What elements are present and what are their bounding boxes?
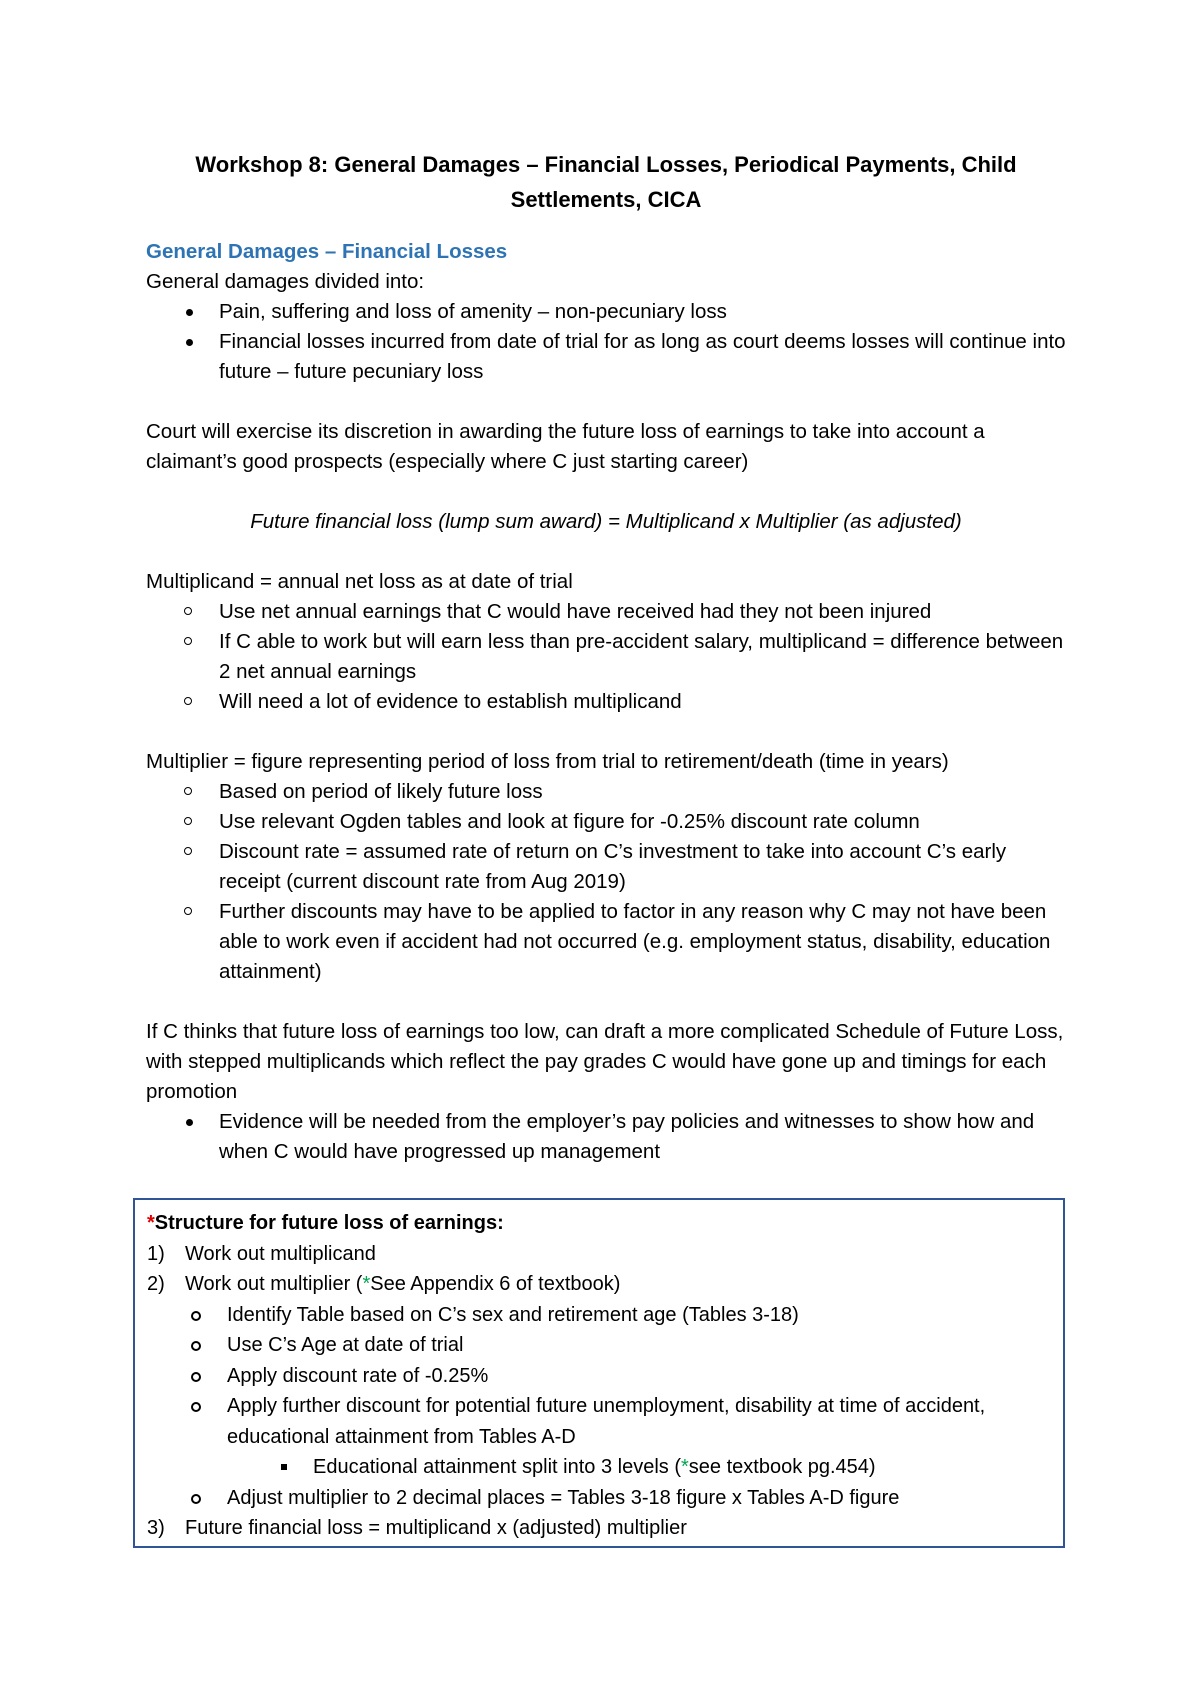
page-title bbox=[146, 147, 1066, 217]
multiplicand-list bbox=[146, 597, 1066, 717]
circle-bullet-icon bbox=[184, 697, 192, 705]
list-item: If C able to work but will earn less than pre-accident salary, multiplicand = difference between 2 net annual earnings bbox=[146, 627, 1066, 687]
sub-sub-step-item: Educational attainment split into 3 levels (*see textbook pg.454) bbox=[147, 1452, 1051, 1483]
list-item: Use net annual earnings that C would have received had they not been injured bbox=[146, 597, 1066, 627]
sub-step-item: Adjust multiplier to 2 decimal places = Tables 3-18 figure x Tables A-D figure bbox=[147, 1483, 1051, 1514]
circle-bullet-icon bbox=[191, 1494, 201, 1504]
document-page bbox=[146, 147, 1066, 1167]
circle-bullet-icon bbox=[184, 847, 192, 855]
step-item: 1) Work out multiplicand bbox=[147, 1242, 376, 1265]
schedule-paragraph: If C thinks that future loss of earnings too low, can draft a more complicated Schedule of Future Loss, with stepped multiplicands which reflect the pay grades C would have gone up and timings for each promotion bbox=[146, 1020, 1064, 1103]
box-heading: *Structure for future loss of earnings: bbox=[147, 1212, 504, 1234]
step-item: 3) Future financial loss = multiplicand x (adjusted) multiplier bbox=[147, 1517, 687, 1539]
list-item: Use relevant Ogden tables and look at figure for -0.25% discount rate column bbox=[146, 807, 1066, 837]
list-item: Evidence will be needed from the employer’s pay policies and witnesses to show how and when C would have progressed up management bbox=[146, 1107, 1066, 1167]
circle-bullet-icon bbox=[184, 607, 192, 615]
list-item: Financial losses incurred from date of trial for as long as court deems losses will continue into future – future pecuniary loss bbox=[146, 327, 1066, 387]
bullet-icon bbox=[186, 339, 193, 346]
bullet-icon bbox=[186, 1119, 193, 1126]
multiplier-lead: Multiplier = figure representing period of loss from trial to retirement/death (time in years) bbox=[146, 750, 949, 773]
list-item: Pain, suffering and loss of amenity – non-pecuniary loss bbox=[146, 297, 1066, 327]
multiplicand-lead: Multiplicand = annual net loss as at date of trial bbox=[146, 570, 573, 593]
list-item: Based on period of likely future loss bbox=[146, 777, 1066, 807]
structure-box bbox=[133, 1198, 1065, 1548]
damages-list bbox=[146, 297, 1066, 387]
list-item: Will need a lot of evidence to establish multiplicand bbox=[146, 687, 1066, 717]
title-line-2: Settlements, CICA bbox=[510, 187, 702, 212]
schedule-list bbox=[146, 1107, 1066, 1167]
title-line-1: Workshop 8: General Damages – Financial Losses, Periodical Payments, Child bbox=[195, 152, 1017, 177]
section-heading: General Damages – Financial Losses bbox=[146, 240, 508, 263]
square-bullet-icon bbox=[281, 1464, 287, 1470]
list-item: Further discounts may have to be applied to factor in any reason why C may not have been able to work even if accident had not occurred (e.g. employment status, disability, education attainment) bbox=[146, 897, 1066, 987]
circle-bullet-icon bbox=[184, 817, 192, 825]
formula-text: Future financial loss (lump sum award) = Multiplicand x Multiplier (as adjusted) bbox=[250, 510, 962, 533]
sub-step-item: Apply further discount for potential future unemployment, disability at time of accident, educational attainment from Tables A-D bbox=[147, 1391, 1051, 1452]
sub-step-item: Identify Table based on C’s sex and retirement age (Tables 3-18) bbox=[147, 1300, 1051, 1331]
circle-bullet-icon bbox=[191, 1372, 201, 1382]
multiplier-list bbox=[146, 777, 1066, 987]
circle-bullet-icon bbox=[191, 1402, 201, 1412]
step-item: 2) Work out multiplier (*See Appendix 6 of textbook) bbox=[147, 1273, 621, 1295]
discretion-paragraph: Court will exercise its discretion in awarding the future loss of earnings to take into account a claimant’s good prospects (especially where C just starting career) bbox=[146, 420, 985, 473]
sub-step-item: Use C’s Age at date of trial bbox=[147, 1330, 1051, 1361]
circle-bullet-icon bbox=[191, 1341, 201, 1351]
circle-bullet-icon bbox=[191, 1311, 201, 1321]
sub-step-item: Apply discount rate of -0.25% bbox=[147, 1361, 1051, 1392]
circle-bullet-icon bbox=[184, 787, 192, 795]
list-item: Discount rate = assumed rate of return on C’s investment to take into account C’s early receipt (current discount rate from Aug 2019) bbox=[146, 837, 1066, 897]
intro-text: General damages divided into: bbox=[146, 270, 425, 293]
circle-bullet-icon bbox=[184, 637, 192, 645]
bullet-icon bbox=[186, 309, 193, 316]
circle-bullet-icon bbox=[184, 907, 192, 915]
